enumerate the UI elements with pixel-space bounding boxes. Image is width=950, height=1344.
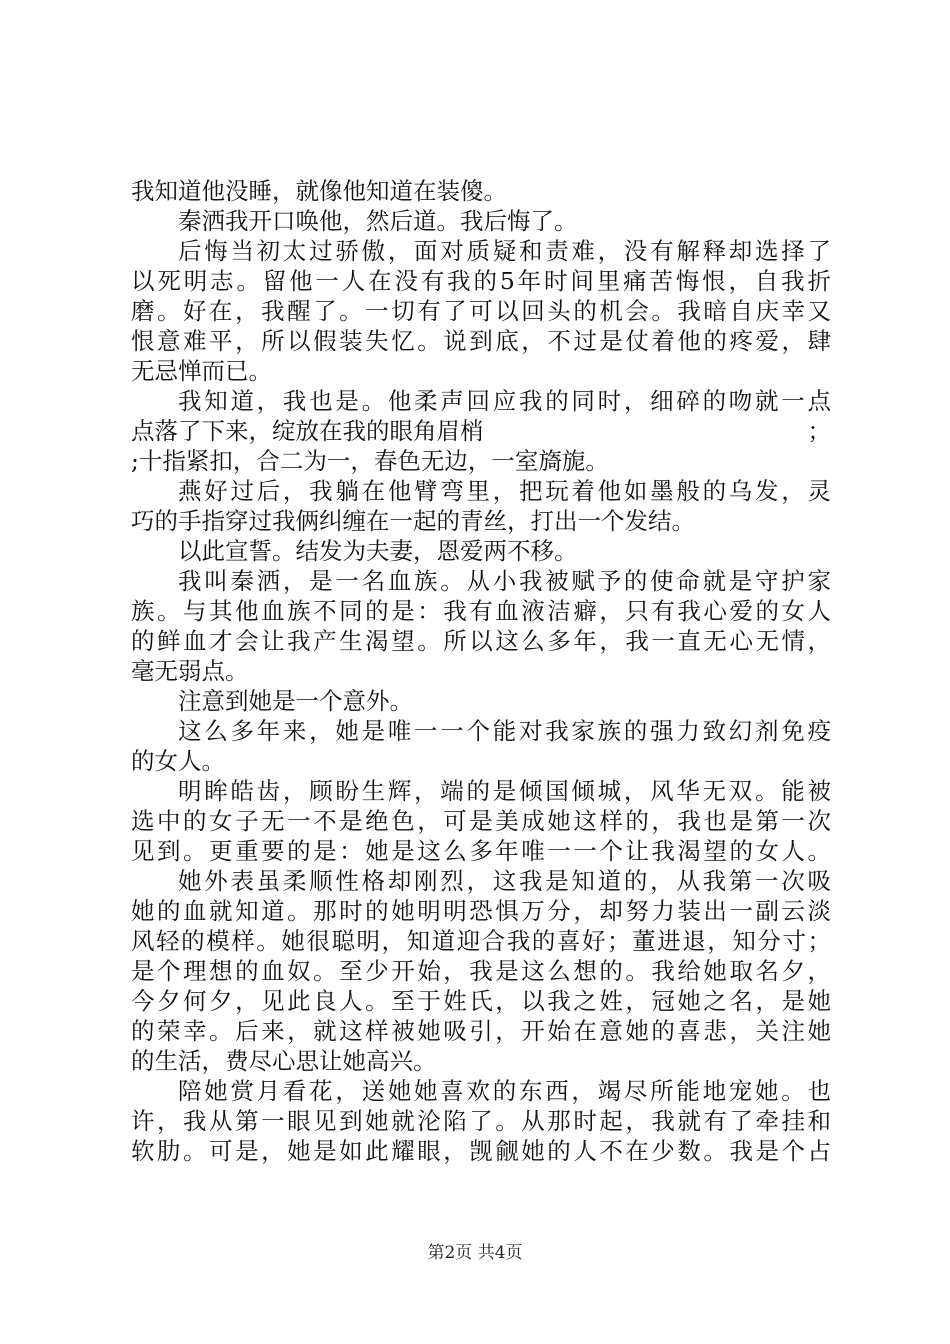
text-line: 陪她赏月看花，送她她喜欢的东西，竭尽所能地宠她。也 bbox=[178, 1077, 831, 1105]
text-line: 今夕何夕，见此良人。至于姓氏，以我之姓，冠她之名，是她 bbox=[131, 987, 831, 1015]
page-number-footer: 第2页 共4页 bbox=[427, 1243, 523, 1263]
text-line: 秦洒我开口唤他，然后道。我后悔了。 bbox=[178, 207, 578, 235]
text-line: 的荣幸。后来，就这样被她吸引，开始在意她的喜悲，关注她 bbox=[131, 1017, 831, 1045]
text-line: 明眸皓齿，顾盼生辉，端的是倾国倾城，风华无双。能被 bbox=[178, 777, 831, 805]
text-line: 我叫秦洒，是一名血族。从小我被赋予的使命就是守护家 bbox=[178, 567, 831, 595]
text-line: 这么多年来，她是唯一一个能对我家族的强力致幻剂免疫 bbox=[178, 717, 831, 745]
text-line: 她外表虽柔顺性格却刚烈，这我是知道的，从我第一次吸 bbox=[178, 867, 831, 895]
text-line: 无忌惮而已。 bbox=[131, 357, 272, 385]
text-line: 软肋。可是，她是如此耀眼，觊觎她的人不在少数。我是个占 bbox=[131, 1137, 831, 1165]
text-line: 是个理想的血奴。至少开始，我是这么想的。我给她取名夕， bbox=[131, 957, 831, 985]
text-line: 毫无弱点。 bbox=[131, 657, 249, 685]
text-line: 的女人。 bbox=[131, 747, 225, 775]
text-line: 我知道，我也是。他柔声回应我的同时，细碎的吻就一点 bbox=[178, 387, 831, 415]
text-line: 磨。好在，我醒了。一切有了可以回头的机会。我暗自庆幸又 bbox=[131, 297, 831, 325]
text-line: 我知道他没睡，就像他知道在装傻。 bbox=[131, 177, 507, 205]
text-line: 恨意难平，所以假装失忆。说到底，不过是仗着他的疼爱，肆 bbox=[131, 327, 831, 355]
text-line: 以死明志。留他一人在没有我的5年时间里痛苦悔恨，自我折 bbox=[131, 267, 831, 295]
text-line: ;十指紧扣，合二为一，春色无边，一室旖旎。 bbox=[131, 447, 609, 475]
text-line: 燕好过后，我躺在他臂弯里，把玩着他如墨般的乌发，灵 bbox=[178, 477, 831, 505]
text-line bbox=[131, 416, 831, 446]
text-line: 见到。更重要的是：她是这么多年唯一一个让我渴望的女人。 bbox=[131, 837, 831, 865]
text-line: 族。与其他血族不同的是：我有血液洁癖，只有我心爱的女人 bbox=[131, 597, 831, 625]
text-line: 许，我从第一眼见到她就沦陷了。从那时起，我就有了牵挂和 bbox=[131, 1107, 831, 1135]
text-line: 后悔当初太过骄傲，面对质疑和责难，没有解释却选择了 bbox=[178, 237, 831, 265]
text-line: 选中的女子无一不是绝色，可是美成她这样的，我也是第一次 bbox=[131, 807, 831, 835]
text-line: 的鲜血才会让我产生渴望。所以这么多年，我一直无心无情， bbox=[131, 627, 831, 655]
text-segment: ； bbox=[807, 417, 831, 445]
text-segment: 点落了下来，绽放在我的眼角眉梢 bbox=[131, 417, 484, 445]
text-line: 她的血就知道。那时的她明明恐惧万分，却努力装出一副云淡 bbox=[131, 897, 831, 925]
text-line: 以此宣誓。结发为夫妻，恩爱两不移。 bbox=[178, 537, 578, 565]
text-line: 的生活，费尽心思让她高兴。 bbox=[131, 1047, 437, 1075]
text-line: 风轻的模样。她很聪明，知道迎合我的喜好；董进退，知分寸； bbox=[131, 927, 831, 955]
text-line: 注意到她是一个意外。 bbox=[178, 687, 413, 715]
text-line: 巧的手指穿过我俩纠缠在一起的青丝，打出一个发结。 bbox=[131, 507, 695, 535]
